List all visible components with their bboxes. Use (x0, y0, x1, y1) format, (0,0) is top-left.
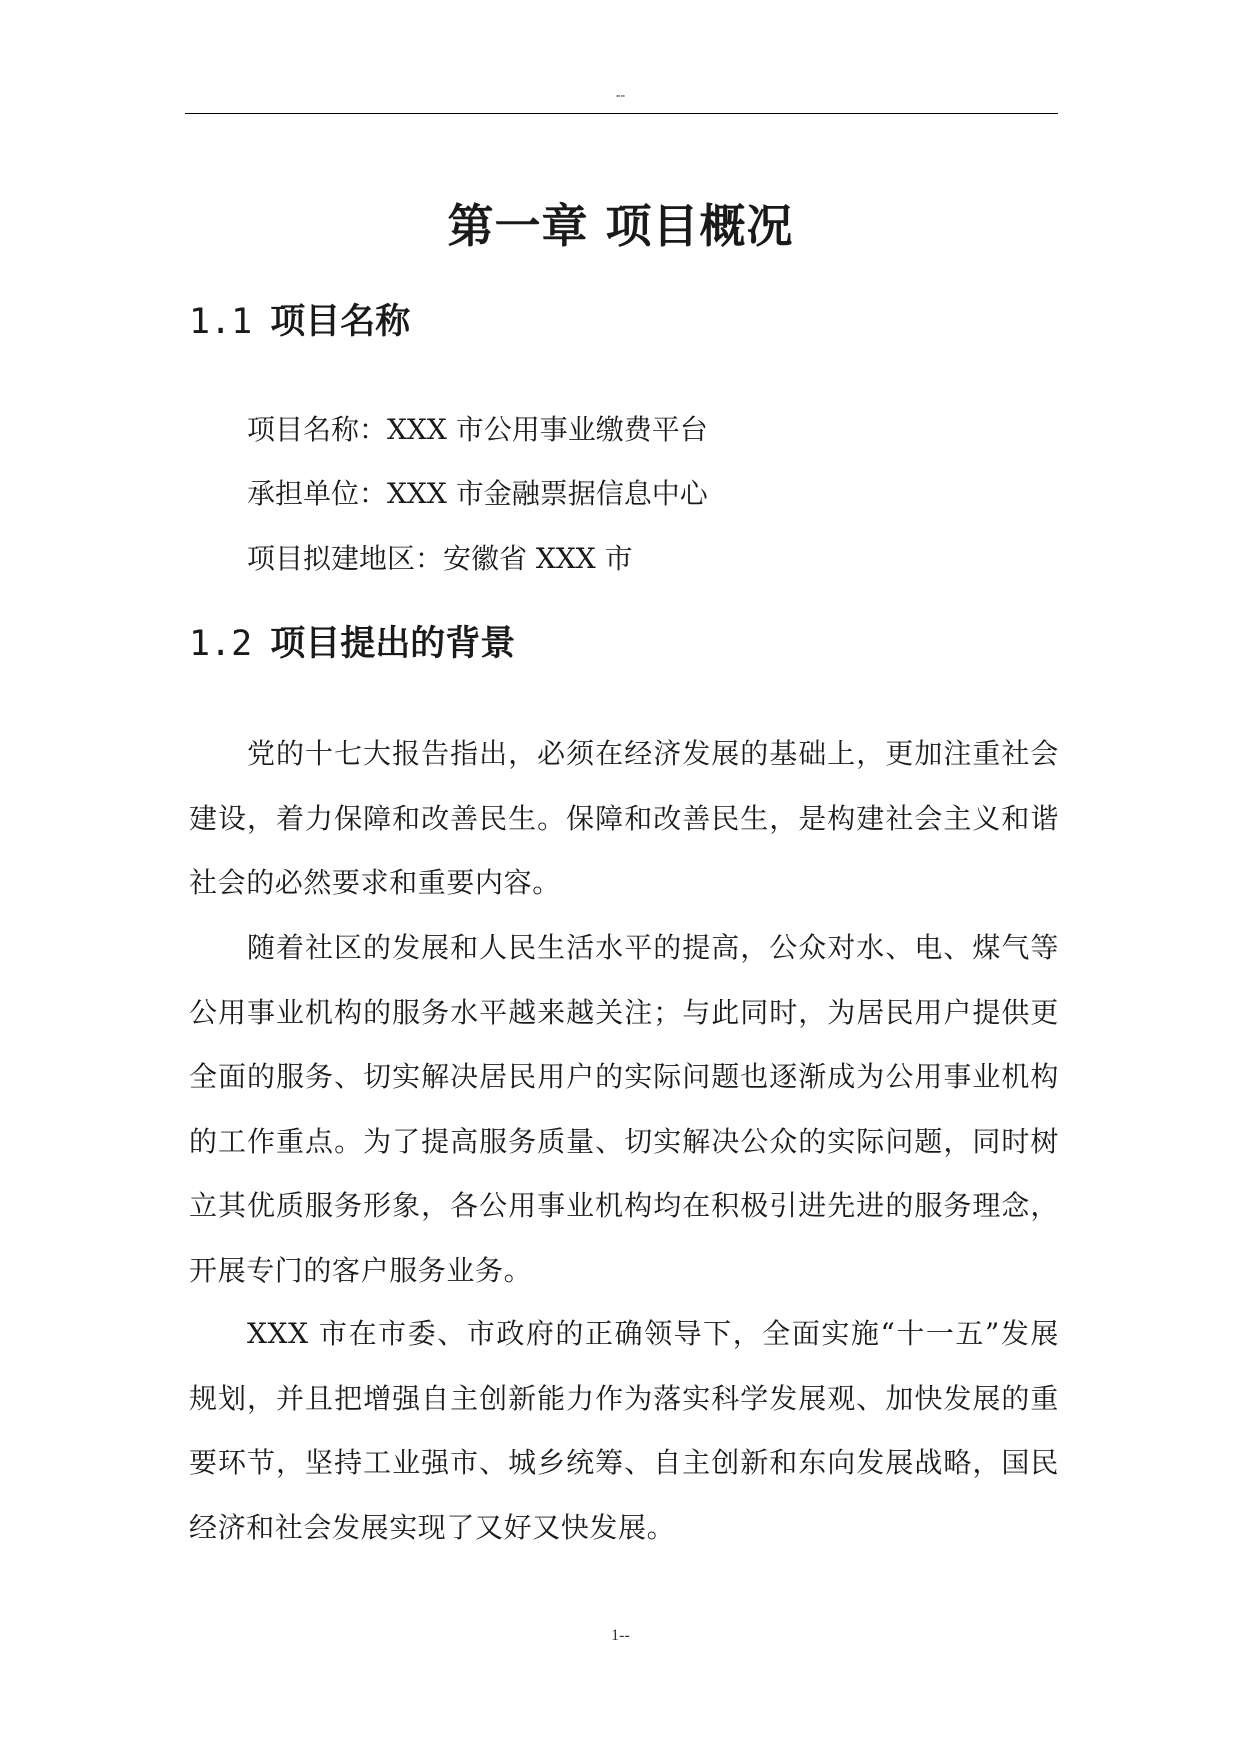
section-number: 1.2 (189, 624, 253, 664)
page-header: -- (615, 88, 626, 103)
section-title: 项目提出的背景 (270, 624, 516, 664)
chapter-title: 第一章 项目概况 (447, 199, 794, 253)
paragraph-1: 党的十七大报告指出，必须在经济发展的基础上，更加注重社会建设，着力保障和改善民生。保障和改善民生，是构建社会主义和谐社会的必然要求和重要内容。 (189, 737, 1059, 899)
section-heading-1-2 (189, 621, 515, 667)
paragraph-2: 随着社区的发展和人民生活水平的提高，公众对水、电、煤气等公用事业机构的服务水平越来越关注；与此同时，为居民用户提供更全面的服务、切实解决居民用户的实际问题也逐渐成为公用事业机构的工作重点。为了提高服务质量、切实解决公众的实际问题，同时树立其优质服务形象，各公用事业机构均在积极引进先进的服务理念，开展专门的客户服务业务。 (189, 931, 1059, 1287)
info-project-location: 项目拟建地区：安徽省 XXX 市 (247, 542, 633, 575)
page-number: 1-- (611, 1627, 630, 1644)
header-rule (185, 113, 1058, 114)
info-project-name: 项目名称：XXX 市公用事业缴费平台 (247, 413, 708, 446)
section-title: 项目名称 (270, 302, 411, 342)
paragraph-3: XXX 市在市委、市政府的正确领导下，全面实施“十一五”发展规划，并且把增强自主创新能力作为落实科学发展观、加快发展的重要环节，坚持工业强市、城乡统筹、自主创新和东向发展战略，国民经济和社会发展实现了又好又快发展。 (189, 1317, 1059, 1544)
section-heading-1-1 (189, 299, 410, 345)
section-number: 1.1 (189, 302, 253, 342)
info-undertaking-unit: 承担单位：XXX 市金融票据信息中心 (247, 477, 708, 510)
